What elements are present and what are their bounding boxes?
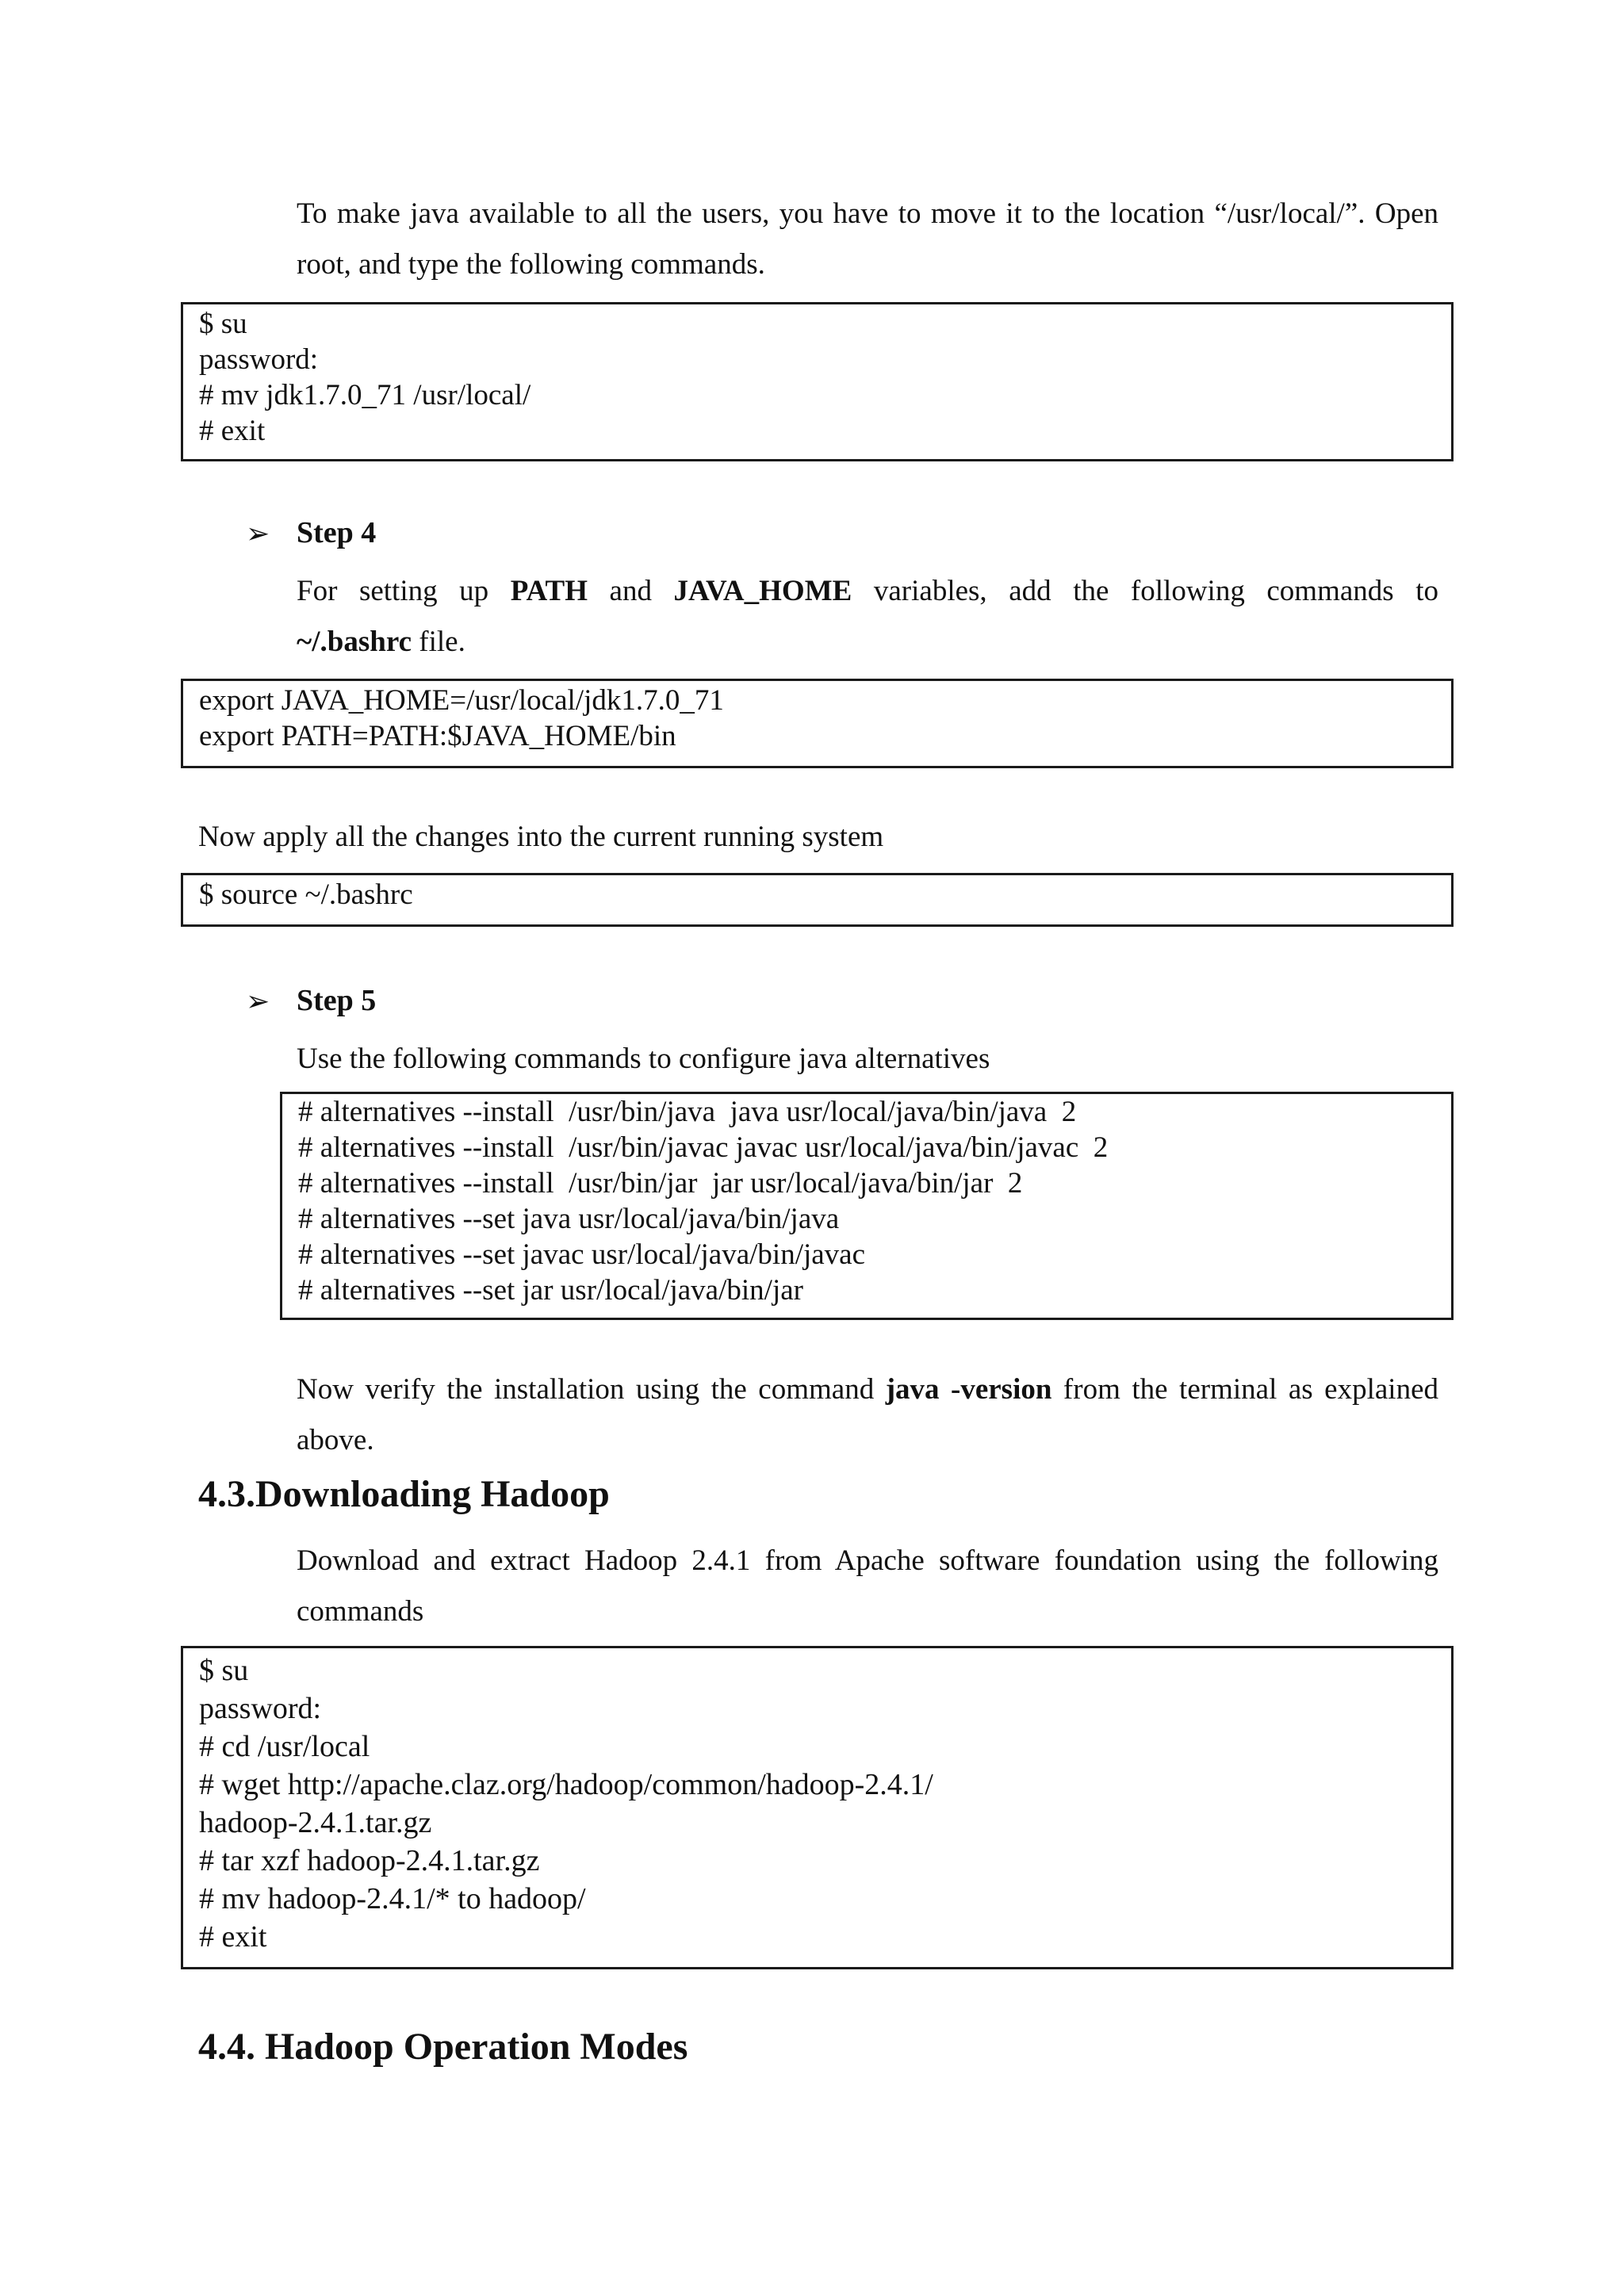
code-line: # alternatives --set javac usr/local/java/bin/javac: [298, 1238, 866, 1271]
code-box-alternatives: [280, 1092, 1454, 1320]
code-line: # mv jdk1.7.0_71 /usr/local/: [199, 379, 531, 411]
code-line: export JAVA_HOME=/usr/local/jdk1.7.0_71: [199, 684, 724, 717]
intro-line-1: To make java available to all the users, you have to move it to the location “/usr/local/”. Open: [297, 197, 1438, 230]
step4-text: file.: [412, 626, 465, 658]
step4-line-2: [297, 617, 1438, 668]
code-box-source: [181, 873, 1454, 927]
code-line: # cd /usr/local: [199, 1730, 370, 1763]
step4-line-1: [297, 566, 1438, 617]
step4-arrow-icon: ➢: [246, 518, 270, 549]
code-line: # alternatives --install /usr/bin/jar jar usr/local/java/bin/jar 2: [298, 1167, 1023, 1200]
verify-bold-command: java -version: [885, 1373, 1052, 1406]
verify-text: Now verify the installation using the command: [297, 1373, 886, 1406]
code-line: password:: [199, 343, 319, 376]
code-box-move-java: [181, 302, 1454, 461]
step4-text: and: [588, 575, 674, 607]
code-line: # alternatives --install /usr/bin/java java usr/local/java/bin/java 2: [298, 1096, 1077, 1128]
code-line: export PATH=PATH:$JAVA_HOME/bin: [199, 720, 676, 752]
code-line: $ su: [199, 1654, 249, 1687]
section43-line-2: commands: [297, 1595, 424, 1628]
step5-text: Use the following commands to configure java alternatives: [297, 1043, 990, 1075]
code-line: # alternatives --install /usr/bin/javac javac usr/local/java/bin/javac 2: [298, 1131, 1109, 1164]
step4-text: For setting up: [297, 575, 511, 607]
step4-text: variables, add the following commands to: [852, 575, 1438, 607]
verify-paragraph: [297, 1364, 1438, 1466]
code-line: # alternatives --set java usr/local/java/bin/java: [298, 1203, 840, 1235]
section-heading-downloading-hadoop: 4.3.Downloading Hadoop: [198, 1473, 610, 1515]
code-line: # exit: [199, 415, 266, 447]
section43-line-1: Download and extract Hadoop 2.4.1 from Apache software foundation using the following: [297, 1544, 1438, 1577]
verify-text: from the terminal as explained: [1051, 1373, 1438, 1406]
code-line: $ source ~/.bashrc: [199, 878, 413, 911]
step4-bold-bashrc: ~/.bashrc: [297, 626, 412, 658]
step4-paragraph: [297, 566, 1438, 668]
code-line: password:: [199, 1692, 322, 1725]
code-line: $ su: [199, 308, 247, 340]
apply-changes-text: Now apply all the changes into the current running system: [198, 821, 884, 853]
step5-title: Step 5: [297, 984, 377, 1017]
step4-bold-java-home: JAVA_HOME: [673, 575, 852, 607]
intro-line-2: root, and type the following commands.: [297, 248, 765, 281]
code-box-env-vars: [181, 679, 1454, 768]
verify-line-1: [297, 1364, 1438, 1415]
code-line: # wget http://apache.claz.org/hadoop/common/hadoop-2.4.1/: [199, 1768, 933, 1801]
section43-paragraph: [297, 1536, 1438, 1637]
step5-arrow-icon: ➢: [246, 985, 270, 1017]
code-box-download-hadoop: [181, 1646, 1454, 1969]
intro-paragraph: [297, 189, 1438, 290]
step4-title: Step 4: [297, 516, 377, 549]
step4-bold-path: PATH: [510, 575, 588, 607]
code-line: # mv hadoop-2.4.1/* to hadoop/: [199, 1882, 586, 1915]
section-heading-operation-modes: 4.4. Hadoop Operation Modes: [198, 2026, 688, 2068]
code-line: hadoop-2.4.1.tar.gz: [199, 1806, 432, 1839]
verify-line-2: above.: [297, 1424, 374, 1456]
code-line: # tar xzf hadoop-2.4.1.tar.gz: [199, 1844, 540, 1877]
code-line: # alternatives --set jar usr/local/java/bin/jar: [298, 1274, 803, 1307]
code-line: # exit: [199, 1920, 267, 1954]
